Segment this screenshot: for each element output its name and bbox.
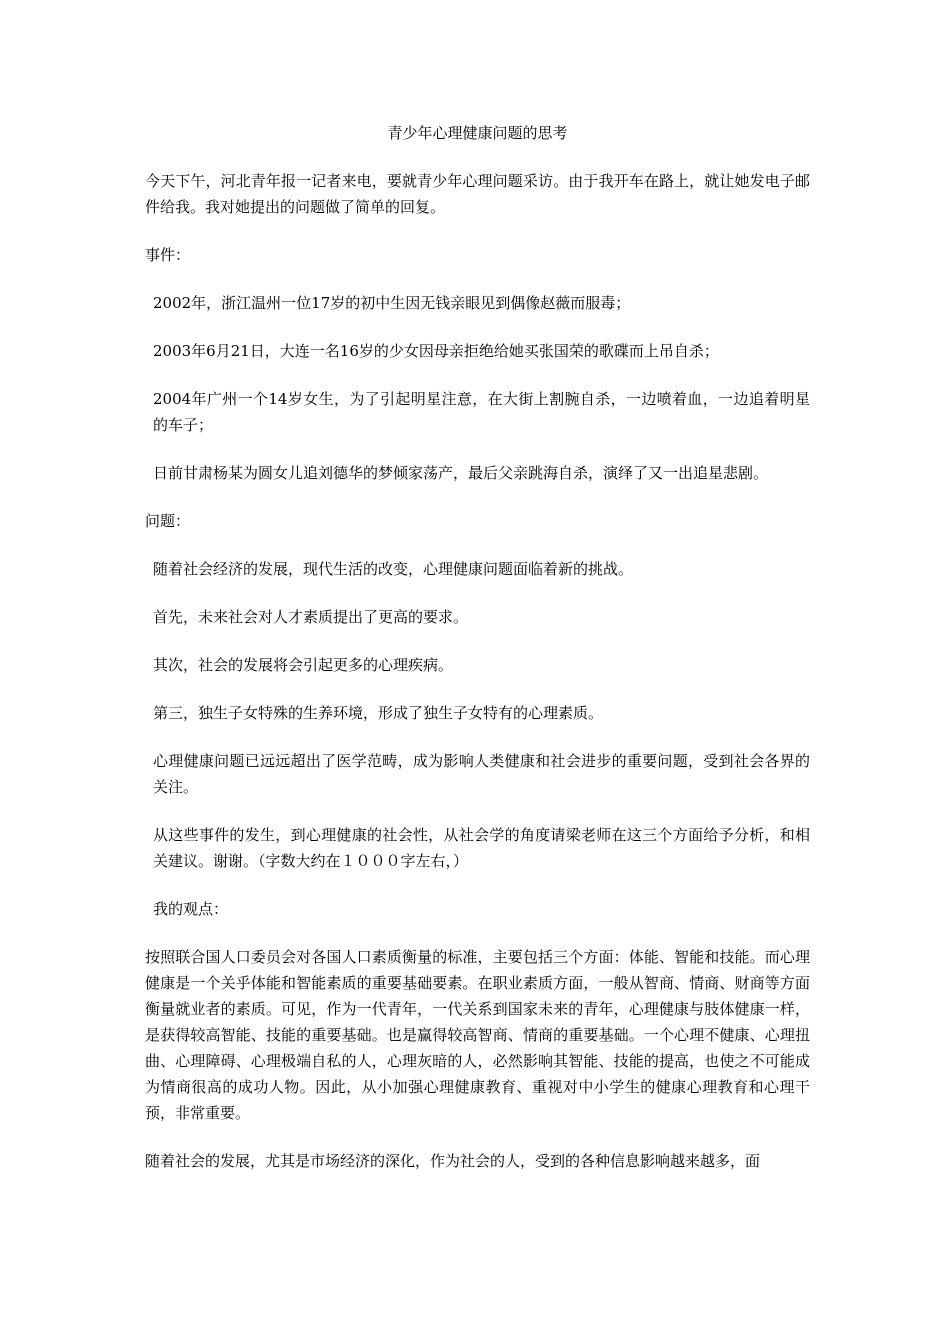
question-paragraph: 心理健康问题已远远超出了医学范畴，成为影响人类健康和社会进步的重要问题，受到社会各界的关注。 (153, 752, 810, 796)
document-page (145, 120, 810, 1196)
event-item: 2004年广州一个14岁女生，为了引起明星注意，在大街上割腕自杀，一边喷着血，一边追着明星的车子； (153, 390, 810, 434)
question-paragraph: 首先，未来社会对人才素质提出了更高的要求。 (153, 608, 469, 626)
question-paragraph: 其次，社会的发展将会引起更多的心理疾病。 (153, 656, 454, 674)
events-heading: 事件： (145, 246, 191, 264)
question-paragraph: 从这些事件的发生，到心理健康的社会性，从社会学的角度请梁老师在这三个方面给予分析，和相关建议。谢谢。（字数大约在１０００字左右，） (153, 826, 810, 870)
document-title: 青少年心理健康问题的思考 (387, 124, 568, 142)
event-item: 2003年6月21日，大连一名16岁的少女因母亲拒绝给她买张国荣的歌碟而上吊自杀； (153, 342, 719, 360)
opinion-heading: 我的观点： (153, 900, 229, 918)
event-item: 2002年，浙江温州一位17岁的初中生因无钱亲眼见到偶像赵薇而服毒； (153, 294, 631, 312)
intro-paragraph: 今天下午，河北青年报一记者来电，要就青少年心理问题采访。由于我开车在路上，就让她发电子邮件给我。我对她提出的问题做了简单的回复。 (145, 172, 810, 216)
opinion-paragraph: 随着社会的发展，尤其是市场经济的深化，作为社会的人，受到的各种信息影响越来越多，面 (145, 1152, 761, 1170)
questions-heading: 问题： (145, 512, 191, 530)
event-item: 日前甘肃杨某为圆女儿追刘德华的梦倾家荡产，最后父亲跳海自杀，演绎了又一出追星悲剧。 (153, 464, 769, 482)
question-paragraph: 第三，独生子女特殊的生养环境，形成了独生子女特有的心理素质。 (153, 704, 604, 722)
opinion-paragraph: 按照联合国人口委员会对各国人口素质衡量的标准，主要包括三个方面：体能、智能和技能。而心理健康是一个关乎体能和智能素质的重要基础要素。在职业素质方面，一般从智商、情商、财商等方面衡量就业者的素质。可见，作为一代青年，一代关系到国家未来的青年，心理健康与肢体健康一样，是获得较高智能、技能的重要基础。也是赢得较高智商、情商的重要基础。一个心理不健康、心理扭曲、心理障碍、心理极端自私的人，心理灰暗的人，必然影响其智能、技能的提高，也使之不可能成为情商很高的成功人物。因此，从小加强心理健康教育、重视对中小学生的健康心理教育和心理干预，非常重要。 (145, 948, 810, 1122)
question-paragraph: 随着社会经济的发展，现代生活的改变，心理健康问题面临着新的挑战。 (153, 560, 634, 578)
